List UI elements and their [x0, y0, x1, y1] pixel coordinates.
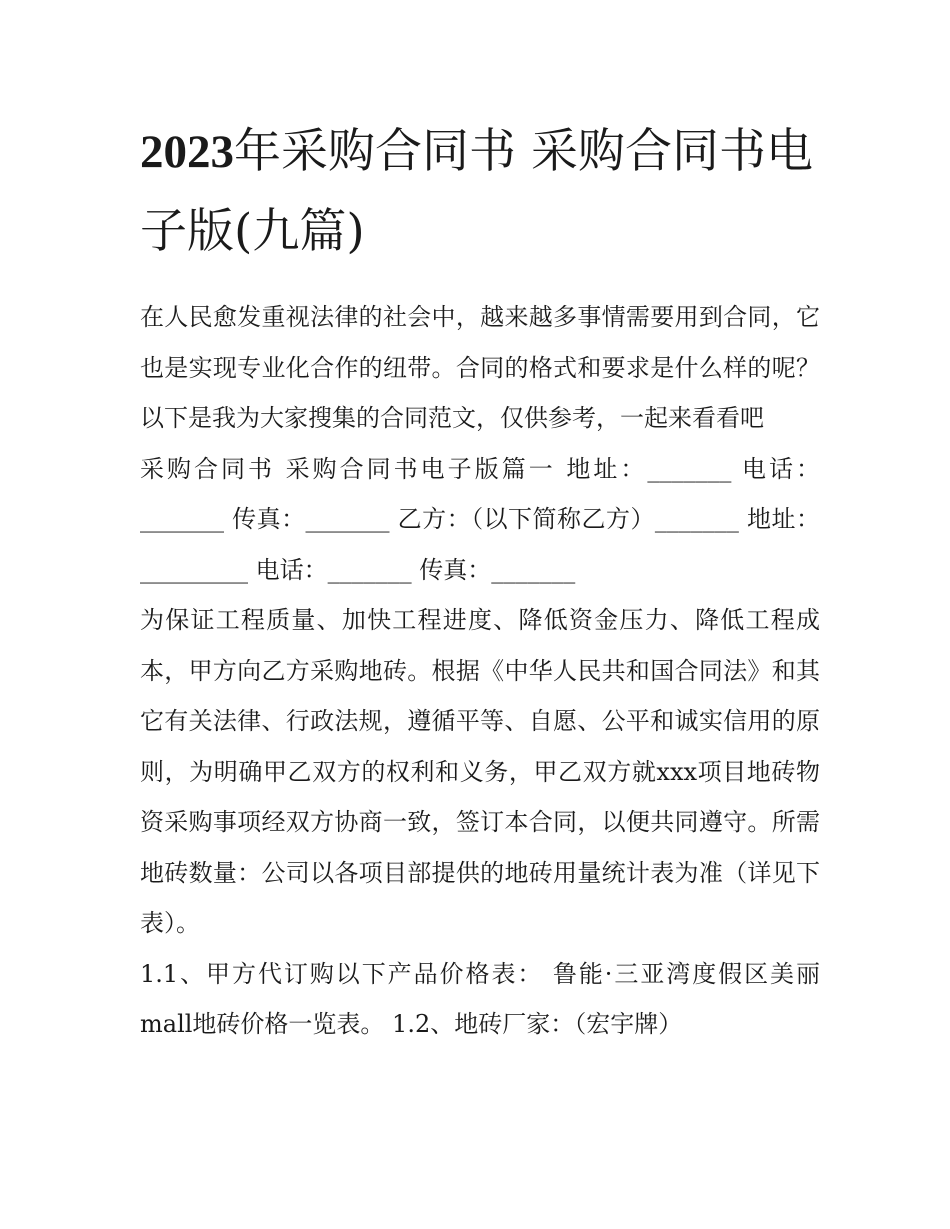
paragraph-purpose: 为保证工程质量、加快工程进度、降低资金压力、降低工程成本，甲方向乙方采购地砖。根据《中华人民共和国合同法》和其它有关法律、行政法规，遵循平等、自愿、公平和诚实信用的原则，为明确甲乙双方的权利和义务，甲乙双方就xxx项目地砖物资采购事项经双方协商一致，签订本合同，以便共同遵守。所需地砖数量：公司以各项目部提供的地砖用量统计表为准（详见下表）。 — [140, 606, 820, 937]
paragraph-party-info: 采购合同书 采购合同书电子版篇一 地址：_______ 电话：_______ 传真：_______ 乙方：（以下简称乙方）_______ 地址：_________ 电话：_______ 传真：_______ — [140, 454, 820, 584]
document-page — [140, 112, 820, 1050]
document-title — [140, 112, 820, 272]
title-year: 2023 — [140, 126, 234, 178]
paragraph-price-list: 1.1、甲方代订购以下产品价格表： 鲁能·三亚湾度假区美丽mall地砖价格一览表。 1.2、地砖厂家：（宏宇牌） — [140, 959, 820, 1038]
title-text: 年采购合同书 采购合同书电子版(九篇) — [140, 124, 813, 259]
paragraph-intro: 在人民愈发重视法律的社会中，越来越多事情需要用到合同，它也是实现专业化合作的纽带。合同的格式和要求是什么样的呢？以下是我为大家搜集的合同范文，仅供参考，一起来看看吧 — [140, 303, 820, 432]
